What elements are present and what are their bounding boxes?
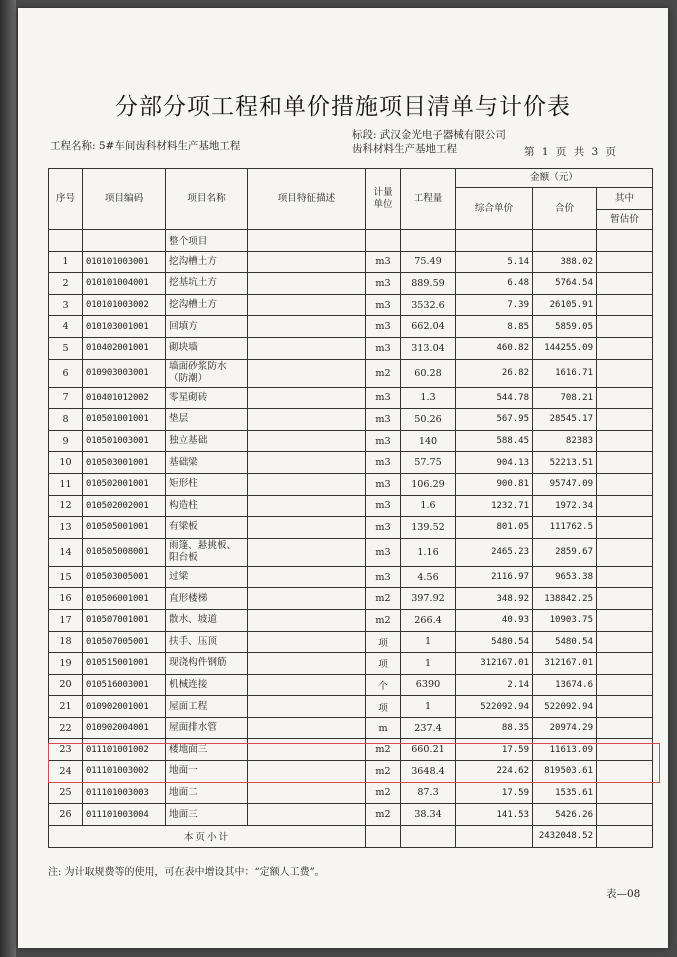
row-number: 19 bbox=[49, 653, 83, 675]
item-description bbox=[248, 717, 366, 739]
table-row bbox=[49, 761, 653, 783]
provisional-price bbox=[597, 387, 653, 409]
unit-price: 224.62 bbox=[456, 761, 533, 783]
unit: m3 bbox=[366, 495, 401, 517]
total-price: 28545.17 bbox=[533, 409, 597, 431]
item-name: 垫层 bbox=[166, 409, 248, 431]
row-number: 1 bbox=[49, 251, 83, 273]
page-title: 分部分项工程和单价措施项目清单与计价表 bbox=[115, 94, 571, 120]
table-row bbox=[49, 387, 653, 409]
total-price: 5480.54 bbox=[533, 631, 597, 653]
row-number: 7 bbox=[49, 387, 83, 409]
header-provisional: 暂估价 bbox=[597, 210, 653, 230]
row-number: 3 bbox=[49, 294, 83, 316]
unit-price: 141.53 bbox=[456, 804, 533, 826]
provisional-price bbox=[597, 696, 653, 718]
item-description bbox=[248, 473, 366, 495]
header-unit-price: 综合单价 bbox=[456, 188, 533, 230]
item-name: 墙面砂浆防水（防潮） bbox=[166, 359, 248, 387]
row-number: 9 bbox=[49, 430, 83, 452]
quantity: 57.75 bbox=[401, 452, 456, 474]
header-no: 序号 bbox=[49, 169, 83, 230]
item-name: 挖基坑土方 bbox=[166, 273, 248, 295]
unit-price: 544.78 bbox=[456, 387, 533, 409]
row-number: 10 bbox=[49, 452, 83, 474]
row-number: 12 bbox=[49, 495, 83, 517]
item-name: 有梁板 bbox=[166, 517, 248, 539]
total-price: 1972.34 bbox=[533, 495, 597, 517]
total-price: 388.02 bbox=[533, 251, 597, 273]
scan-gutter bbox=[0, 0, 16, 957]
table-row bbox=[49, 473, 653, 495]
table-row bbox=[49, 337, 653, 359]
item-name: 回填方 bbox=[166, 316, 248, 338]
quantity: 1 bbox=[401, 696, 456, 718]
table-row bbox=[49, 430, 653, 452]
row-number: 15 bbox=[49, 566, 83, 588]
provisional-price bbox=[597, 251, 653, 273]
quantity: 3648.4 bbox=[401, 761, 456, 783]
item-name: 地面三 bbox=[166, 804, 248, 826]
unit-price: 588.45 bbox=[456, 430, 533, 452]
unit: m3 bbox=[366, 387, 401, 409]
unit: m3 bbox=[366, 337, 401, 359]
item-code: 010903003001 bbox=[83, 359, 166, 387]
table-row bbox=[49, 653, 653, 675]
row-number: 22 bbox=[49, 717, 83, 739]
row-number: 13 bbox=[49, 517, 83, 539]
item-description bbox=[248, 273, 366, 295]
total-price: 111762.5 bbox=[533, 517, 597, 539]
provisional-price bbox=[597, 495, 653, 517]
total-price: 82383 bbox=[533, 430, 597, 452]
item-name: 现浇构件钢筋 bbox=[166, 653, 248, 675]
item-description bbox=[248, 609, 366, 631]
unit: 个 bbox=[366, 674, 401, 696]
item-code: 010505008001 bbox=[83, 538, 166, 566]
item-code: 010101003002 bbox=[83, 294, 166, 316]
table-row bbox=[49, 674, 653, 696]
item-name: 零星砌砖 bbox=[166, 387, 248, 409]
row-number: 24 bbox=[49, 761, 83, 783]
unit-price: 522092.94 bbox=[456, 696, 533, 718]
total-price: 819503.61 bbox=[533, 761, 597, 783]
item-code: 010501001001 bbox=[83, 409, 166, 431]
provisional-price bbox=[597, 337, 653, 359]
item-code: 010506001001 bbox=[83, 588, 166, 610]
item-name: 屋面工程 bbox=[166, 696, 248, 718]
quantity: 75.49 bbox=[401, 251, 456, 273]
item-description bbox=[248, 782, 366, 804]
table-row bbox=[49, 696, 653, 718]
unit: m3 bbox=[366, 452, 401, 474]
provisional-price bbox=[597, 538, 653, 566]
provisional-price bbox=[597, 761, 653, 783]
quantity: 1.6 bbox=[401, 495, 456, 517]
unit: m3 bbox=[366, 566, 401, 588]
unit: m3 bbox=[366, 430, 401, 452]
provisional-price bbox=[597, 566, 653, 588]
item-code: 010401012002 bbox=[83, 387, 166, 409]
unit: m2 bbox=[366, 739, 401, 761]
provisional-price bbox=[597, 316, 653, 338]
document-page bbox=[18, 8, 668, 948]
total-price: 522092.94 bbox=[533, 696, 597, 718]
quantity: 1 bbox=[401, 631, 456, 653]
provisional-price bbox=[597, 653, 653, 675]
item-code: 010507005001 bbox=[83, 631, 166, 653]
item-name: 直形楼梯 bbox=[166, 588, 248, 610]
unit-price: 17.59 bbox=[456, 739, 533, 761]
item-code: 010402001001 bbox=[83, 337, 166, 359]
item-description bbox=[248, 761, 366, 783]
row-number: 8 bbox=[49, 409, 83, 431]
quantity: 50.26 bbox=[401, 409, 456, 431]
header-code: 项目编码 bbox=[83, 169, 166, 230]
item-name: 雨篷、悬挑板、阳台板 bbox=[166, 538, 248, 566]
unit-price: 5.14 bbox=[456, 251, 533, 273]
unit: m2 bbox=[366, 588, 401, 610]
quantity: 106.29 bbox=[401, 473, 456, 495]
header-total: 合价 bbox=[533, 188, 597, 230]
item-name: 挖沟槽土方 bbox=[166, 294, 248, 316]
table-row bbox=[49, 230, 653, 252]
provisional-price bbox=[597, 739, 653, 761]
total-price: 11613.09 bbox=[533, 739, 597, 761]
item-name: 基础梁 bbox=[166, 452, 248, 474]
provisional-price bbox=[597, 359, 653, 387]
total-price: 5764.54 bbox=[533, 273, 597, 295]
item-description bbox=[248, 337, 366, 359]
item-name: 过梁 bbox=[166, 566, 248, 588]
provisional-price bbox=[597, 273, 653, 295]
header-quantity: 工程量 bbox=[401, 169, 456, 230]
unit-price: 17.59 bbox=[456, 782, 533, 804]
unit-price: 900.81 bbox=[456, 473, 533, 495]
provisional-price bbox=[597, 717, 653, 739]
unit: m3 bbox=[366, 473, 401, 495]
provisional-price bbox=[597, 782, 653, 804]
total-price: 5859.05 bbox=[533, 316, 597, 338]
quantity: 889.59 bbox=[401, 273, 456, 295]
item-name: 挖沟槽土方 bbox=[166, 251, 248, 273]
quantity: 662.04 bbox=[401, 316, 456, 338]
row-number: 23 bbox=[49, 739, 83, 761]
unit-price: 567.95 bbox=[456, 409, 533, 431]
quantity: 1.16 bbox=[401, 538, 456, 566]
table-row bbox=[49, 359, 653, 387]
provisional-price bbox=[597, 609, 653, 631]
table-row bbox=[49, 782, 653, 804]
row-number: 11 bbox=[49, 473, 83, 495]
table-row bbox=[49, 566, 653, 588]
whole-project-label: 整个项目 bbox=[166, 230, 248, 252]
item-code: 010101003001 bbox=[83, 251, 166, 273]
bill-of-quantities-table bbox=[48, 168, 653, 848]
quantity: 38.34 bbox=[401, 804, 456, 826]
unit-price: 312167.01 bbox=[456, 653, 533, 675]
total-price: 138842.25 bbox=[533, 588, 597, 610]
unit-price: 26.82 bbox=[456, 359, 533, 387]
item-name: 楼地面三 bbox=[166, 739, 248, 761]
page-indicator: 第 1 页 共 3 页 bbox=[524, 146, 617, 158]
provisional-price bbox=[597, 631, 653, 653]
quantity: 6390 bbox=[401, 674, 456, 696]
item-code: 010507001001 bbox=[83, 609, 166, 631]
total-price: 9653.38 bbox=[533, 566, 597, 588]
table-row bbox=[49, 452, 653, 474]
subtotal-row bbox=[49, 825, 653, 847]
unit: m2 bbox=[366, 609, 401, 631]
total-price: 312167.01 bbox=[533, 653, 597, 675]
item-description bbox=[248, 804, 366, 826]
item-code: 010516003001 bbox=[83, 674, 166, 696]
section-name: 标段: 武汉金光电子器械有限公司齿科材料生产基地工程 bbox=[352, 129, 506, 155]
unit-price: 8.85 bbox=[456, 316, 533, 338]
item-code: 010502001001 bbox=[83, 473, 166, 495]
quantity: 1 bbox=[401, 653, 456, 675]
unit: m3 bbox=[366, 316, 401, 338]
quantity: 4.56 bbox=[401, 566, 456, 588]
row-number: 20 bbox=[49, 674, 83, 696]
item-description bbox=[248, 538, 366, 566]
item-code: 010101004001 bbox=[83, 273, 166, 295]
row-number: 25 bbox=[49, 782, 83, 804]
row-number: 14 bbox=[49, 538, 83, 566]
footnote: 注: 为计取规费等的使用，可在表中增设其中：“定额人工费”。 bbox=[48, 867, 325, 878]
item-code: 010503001001 bbox=[83, 452, 166, 474]
provisional-price bbox=[597, 452, 653, 474]
unit: m bbox=[366, 717, 401, 739]
table-row bbox=[49, 251, 653, 273]
item-code: 011101003004 bbox=[83, 804, 166, 826]
header-of-which: 其中 bbox=[597, 188, 653, 210]
total-price: 1535.61 bbox=[533, 782, 597, 804]
unit: m3 bbox=[366, 251, 401, 273]
table-row bbox=[49, 538, 653, 566]
table-row bbox=[49, 273, 653, 295]
item-code: 010103001001 bbox=[83, 316, 166, 338]
total-price: 52213.51 bbox=[533, 452, 597, 474]
item-code: 011101003003 bbox=[83, 782, 166, 804]
table-row bbox=[49, 717, 653, 739]
item-code: 010505001001 bbox=[83, 517, 166, 539]
subtotal-value: 2432048.52 bbox=[533, 825, 597, 847]
item-name: 地面二 bbox=[166, 782, 248, 804]
unit-price: 801.05 bbox=[456, 517, 533, 539]
row-number: 16 bbox=[49, 588, 83, 610]
unit-price: 2116.97 bbox=[456, 566, 533, 588]
header-description: 项目特征描述 bbox=[248, 169, 366, 230]
quantity: 1.3 bbox=[401, 387, 456, 409]
unit: m2 bbox=[366, 804, 401, 826]
row-number: 2 bbox=[49, 273, 83, 295]
item-description bbox=[248, 430, 366, 452]
row-number: 6 bbox=[49, 359, 83, 387]
item-name: 地面一 bbox=[166, 761, 248, 783]
row-number: 4 bbox=[49, 316, 83, 338]
quantity: 139.52 bbox=[401, 517, 456, 539]
total-price: 708.21 bbox=[533, 387, 597, 409]
total-price: 144255.09 bbox=[533, 337, 597, 359]
item-description bbox=[248, 739, 366, 761]
quantity: 313.04 bbox=[401, 337, 456, 359]
table-row bbox=[49, 294, 653, 316]
item-description bbox=[248, 588, 366, 610]
unit: m3 bbox=[366, 294, 401, 316]
item-name: 屋面排水管 bbox=[166, 717, 248, 739]
provisional-price bbox=[597, 409, 653, 431]
unit-price: 1232.71 bbox=[456, 495, 533, 517]
unit-price: 6.48 bbox=[456, 273, 533, 295]
unit: m2 bbox=[366, 761, 401, 783]
item-name: 矩形柱 bbox=[166, 473, 248, 495]
item-description bbox=[248, 495, 366, 517]
total-price: 95747.09 bbox=[533, 473, 597, 495]
total-price: 10903.75 bbox=[533, 609, 597, 631]
item-description bbox=[248, 316, 366, 338]
item-code: 010501003001 bbox=[83, 430, 166, 452]
table-row bbox=[49, 609, 653, 631]
item-description bbox=[248, 409, 366, 431]
total-price: 13674.6 bbox=[533, 674, 597, 696]
item-description bbox=[248, 696, 366, 718]
unit: 项 bbox=[366, 631, 401, 653]
header-name: 项目名称 bbox=[166, 169, 248, 230]
unit-price: 40.93 bbox=[456, 609, 533, 631]
item-code: 010503005001 bbox=[83, 566, 166, 588]
row-number: 21 bbox=[49, 696, 83, 718]
quantity: 3532.6 bbox=[401, 294, 456, 316]
total-price: 26105.91 bbox=[533, 294, 597, 316]
unit: m3 bbox=[366, 409, 401, 431]
item-description bbox=[248, 653, 366, 675]
table-row bbox=[49, 739, 653, 761]
row-number: 17 bbox=[49, 609, 83, 631]
item-code: 010502002001 bbox=[83, 495, 166, 517]
unit: m2 bbox=[366, 782, 401, 804]
table-row bbox=[49, 495, 653, 517]
item-name: 独立基础 bbox=[166, 430, 248, 452]
item-name: 扶手、压顶 bbox=[166, 631, 248, 653]
unit-price: 88.35 bbox=[456, 717, 533, 739]
unit-price: 2465.23 bbox=[456, 538, 533, 566]
unit: m2 bbox=[366, 359, 401, 387]
item-description bbox=[248, 452, 366, 474]
unit: m3 bbox=[366, 273, 401, 295]
unit-price: 460.82 bbox=[456, 337, 533, 359]
total-price: 2859.67 bbox=[533, 538, 597, 566]
item-description bbox=[248, 517, 366, 539]
table-row bbox=[49, 631, 653, 653]
unit-price: 5480.54 bbox=[456, 631, 533, 653]
item-description bbox=[248, 251, 366, 273]
item-code: 011101001002 bbox=[83, 739, 166, 761]
table-row bbox=[49, 409, 653, 431]
provisional-price bbox=[597, 804, 653, 826]
unit: 项 bbox=[366, 653, 401, 675]
item-code: 010902004001 bbox=[83, 717, 166, 739]
item-name: 构造柱 bbox=[166, 495, 248, 517]
provisional-price bbox=[597, 588, 653, 610]
quantity: 397.92 bbox=[401, 588, 456, 610]
item-description bbox=[248, 294, 366, 316]
provisional-price bbox=[597, 430, 653, 452]
header-unit: 计量单位 bbox=[366, 169, 401, 230]
table-row bbox=[49, 316, 653, 338]
item-name: 机械连接 bbox=[166, 674, 248, 696]
quantity: 60.28 bbox=[401, 359, 456, 387]
item-description bbox=[248, 674, 366, 696]
quantity: 237.4 bbox=[401, 717, 456, 739]
item-description bbox=[248, 631, 366, 653]
unit: 项 bbox=[366, 696, 401, 718]
subtotal-label: 本页小计 bbox=[49, 825, 366, 847]
row-number: 18 bbox=[49, 631, 83, 653]
row-number: 26 bbox=[49, 804, 83, 826]
provisional-price bbox=[597, 517, 653, 539]
project-name: 工程名称: 5#车间齿科材料生产基地工程 bbox=[50, 140, 241, 152]
table-row bbox=[49, 804, 653, 826]
item-code: 010902001001 bbox=[83, 696, 166, 718]
table-row bbox=[49, 517, 653, 539]
quantity: 266.4 bbox=[401, 609, 456, 631]
item-description bbox=[248, 387, 366, 409]
provisional-price bbox=[597, 473, 653, 495]
form-number: 表—08 bbox=[606, 888, 641, 900]
unit-price: 2.14 bbox=[456, 674, 533, 696]
unit: m3 bbox=[366, 538, 401, 566]
total-price: 20974.29 bbox=[533, 717, 597, 739]
total-price: 5426.26 bbox=[533, 804, 597, 826]
item-name: 散水、坡道 bbox=[166, 609, 248, 631]
quantity: 660.21 bbox=[401, 739, 456, 761]
unit-price: 7.39 bbox=[456, 294, 533, 316]
header-amount: 金额（元） bbox=[456, 169, 653, 188]
quantity: 140 bbox=[401, 430, 456, 452]
table-row bbox=[49, 588, 653, 610]
unit-price: 904.13 bbox=[456, 452, 533, 474]
item-description bbox=[248, 566, 366, 588]
quantity: 87.3 bbox=[401, 782, 456, 804]
item-code: 010515001001 bbox=[83, 653, 166, 675]
item-name: 砌块墙 bbox=[166, 337, 248, 359]
row-number: 5 bbox=[49, 337, 83, 359]
item-description bbox=[248, 359, 366, 387]
unit-price: 348.92 bbox=[456, 588, 533, 610]
unit: m3 bbox=[366, 517, 401, 539]
total-price: 1616.71 bbox=[533, 359, 597, 387]
provisional-price bbox=[597, 294, 653, 316]
item-code: 011101003002 bbox=[83, 761, 166, 783]
provisional-price bbox=[597, 674, 653, 696]
